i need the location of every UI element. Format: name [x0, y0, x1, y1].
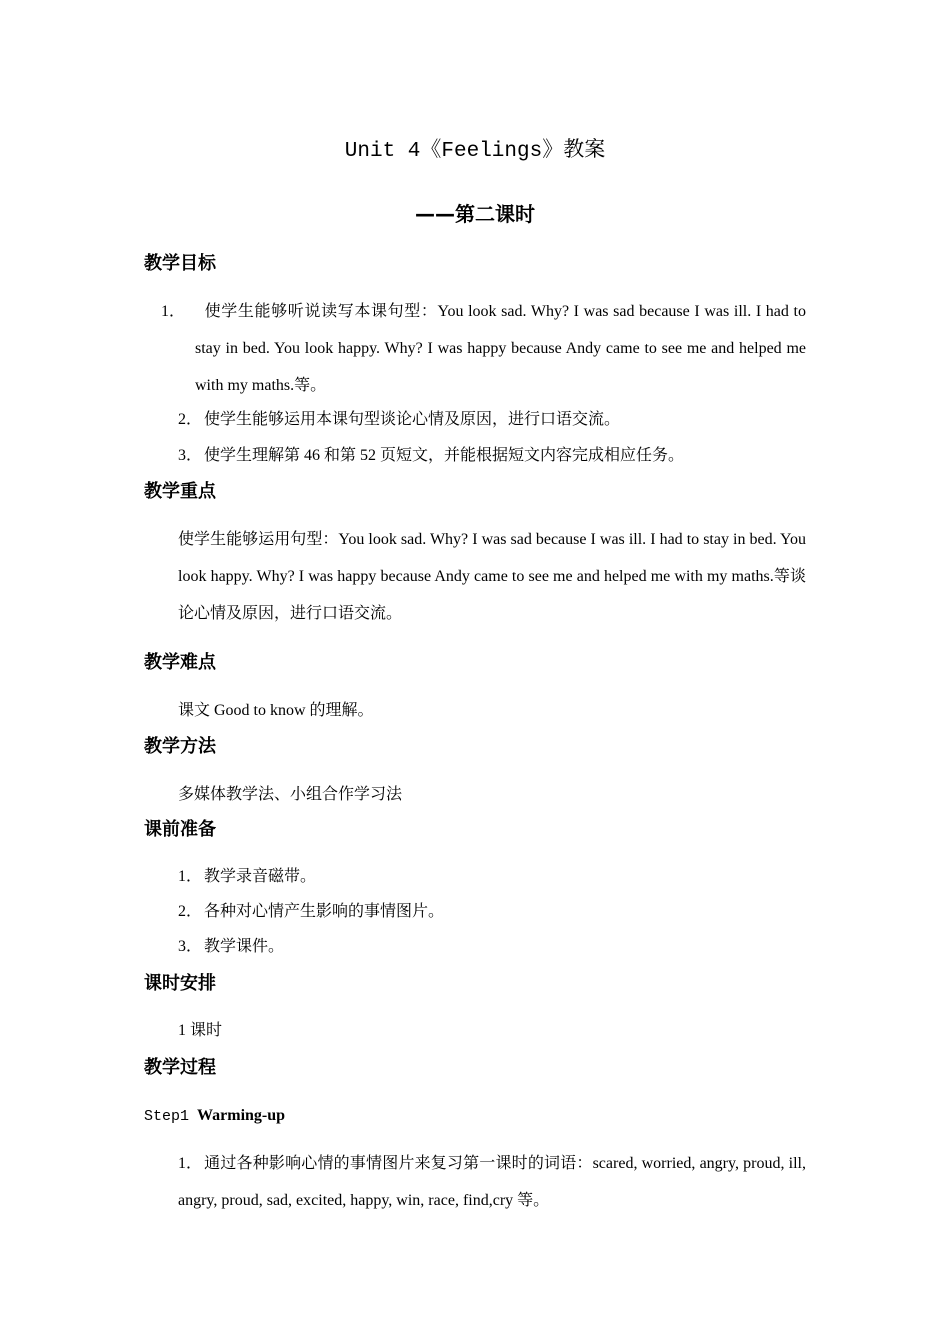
list-number: 1．	[178, 1155, 203, 1172]
preparation-heading: 课前准备	[144, 819, 216, 840]
process-heading: 教学过程	[144, 1057, 216, 1078]
preparation-item-2	[178, 893, 806, 930]
list-number: 2．	[178, 411, 203, 428]
methods-text: 多媒体教学法、小组合作学习法	[178, 786, 403, 803]
list-text: 教学课件。	[204, 938, 285, 955]
list-number: 3．	[178, 938, 203, 955]
difficulties-heading: 教学难点	[144, 652, 216, 673]
document-subtitle: ——第二课时	[415, 202, 535, 226]
list-text: 通过各种影响心情的事情图片来复习第一课时的词语：scared, worried, angry, proud, ill, angry, proud, sad, excited, happy, win, race, find,cry 等。	[178, 1155, 806, 1209]
objective-item-2	[178, 401, 806, 438]
objective-item-1	[161, 293, 806, 404]
list-number: 2．	[178, 903, 203, 920]
document-title: Unit 4《Feelings》教案	[344, 140, 606, 163]
list-text: 各种对心情产生影响的事情图片。	[204, 903, 445, 920]
key-points-heading: 教学重点	[144, 481, 216, 502]
schedule-text: 1 课时	[178, 1022, 223, 1039]
list-number: 1．	[161, 303, 186, 320]
step-heading	[144, 1104, 285, 1129]
objectives-heading: 教学目标	[144, 253, 216, 274]
list-number: 1．	[178, 868, 203, 885]
list-number: 3．	[178, 447, 203, 464]
schedule-heading: 课时安排	[144, 973, 216, 994]
process-item-1	[178, 1145, 806, 1219]
difficulties-text: 课文 Good to know 的理解。	[178, 702, 374, 719]
list-text: 使学生能够听说读写本课句型：You look sad. Why? I was sad because I was ill. I had to stay in bed. You look happy. Why? I was happy because Andy came to see me and helped me with my maths.等。	[195, 303, 806, 394]
list-text: 教学录音磁带。	[204, 868, 317, 885]
step-title: Warming-up	[197, 1107, 286, 1124]
preparation-item-1	[178, 858, 806, 895]
list-text: 使学生能够运用本课句型谈论心情及原因，进行口语交流。	[204, 411, 621, 428]
objective-item-3	[178, 437, 806, 474]
key-points-text: 使学生能够运用句型：You look sad. Why? I was sad because I was ill. I had to stay in bed. You look happy. Why? I was happy because Andy came to see me and helped me with my maths.等谈论心情及原因，进行口语交流。	[178, 531, 806, 622]
methods-heading: 教学方法	[144, 736, 216, 757]
preparation-item-3	[178, 928, 806, 965]
step-label: Step1	[144, 1108, 190, 1125]
list-text: 使学生理解第 46 和第 52 页短文，并能根据短文内容完成相应任务。	[204, 447, 685, 464]
